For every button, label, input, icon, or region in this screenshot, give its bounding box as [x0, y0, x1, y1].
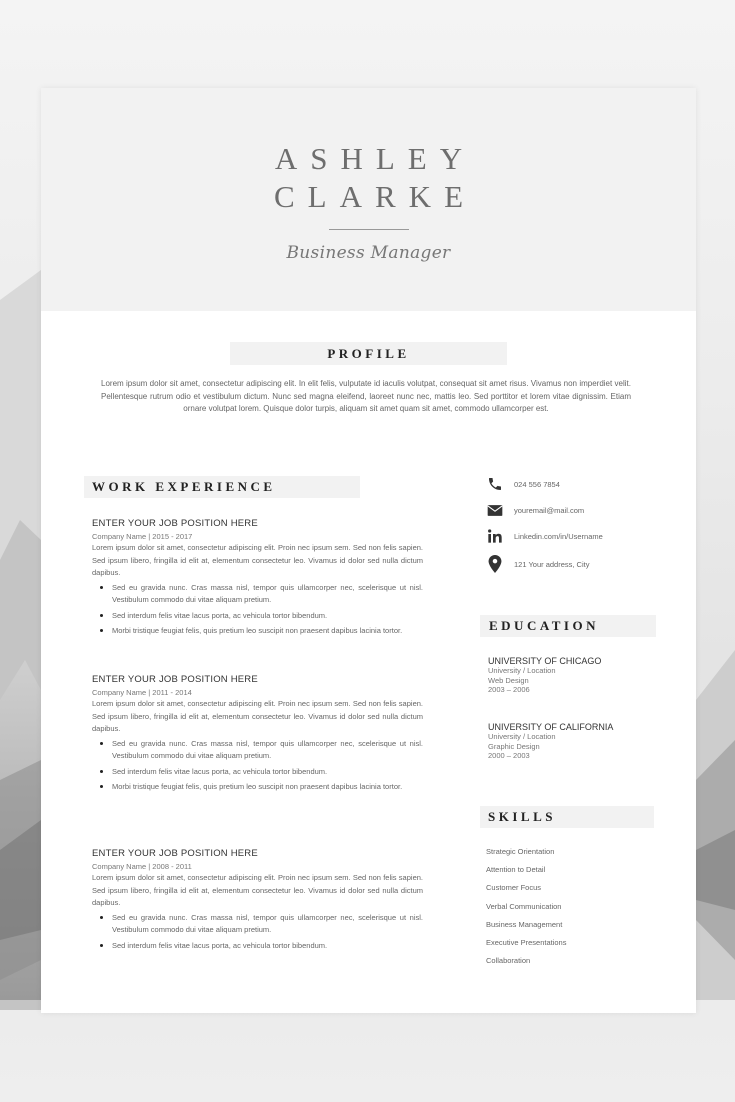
job-bullet: • Sed eu gravida nunc. Cras massa nisl, tempor quis ullamcorper nec, scelerisque ut nisl. Vestibulum commodo dui vitae aliquam pretium.: [112, 737, 423, 763]
job-entry: [92, 674, 423, 796]
job-bullet: • Sed eu gravida nunc. Cras massa nisl, tempor quis ullamcorper nec, scelerisque ut nisl. Vestibulum commodo dui vitae aliquam pretium.: [112, 581, 423, 607]
job-position: ENTER YOUR JOB POSITION HERE: [92, 848, 258, 859]
job-position: ENTER YOUR JOB POSITION HERE: [92, 518, 258, 529]
contact-address: [486, 554, 589, 574]
school-location: University / Location: [488, 732, 556, 741]
email-text: youremail@mail.com: [514, 505, 585, 515]
skill-item: Attention to Detail: [486, 865, 546, 874]
name-divider: [329, 229, 409, 230]
job-bullet: • Morbi tristique feugiat felis, quis pretium leo suscipit non praesent dapibus lacinia tortor.: [112, 780, 423, 794]
skill-item: Verbal Communication: [486, 902, 562, 911]
profile-heading: PROFILE: [230, 342, 507, 365]
resume-header: [41, 88, 696, 311]
school-field: Graphic Design: [488, 741, 540, 751]
job-bullet: • Sed interdum felis vitae lacus porta, ac vehicula tortor bibendum.: [112, 765, 423, 779]
work-experience-heading: WORK EXPERIENCE: [84, 476, 360, 498]
education-entry: [488, 722, 658, 761]
skill-item: Business Management: [486, 920, 563, 929]
first-name: ASHLEY: [274, 141, 476, 176]
linkedin-icon: [486, 527, 504, 545]
job-bullet: • Sed interdum felis vitae lacus porta, ac vehicula tortor bibendum.: [112, 939, 423, 953]
job-title: Business Manager: [286, 243, 451, 263]
job-company: Company Name | 2011 - 2014: [92, 688, 192, 697]
school-name: UNIVERSITY OF CALIFORNIA: [488, 722, 614, 732]
job-position: ENTER YOUR JOB POSITION HERE: [92, 674, 258, 685]
job-bullets: [92, 911, 423, 953]
profile-text: Lorem ipsum dolor sit amet, consectetur adipiscing elit. In elit felis, vulputate id iaculis volutpat, consequat sit amet risus. Vivamus non imperdiet velit. Pellentesque rutrum odio et vestibulum dictum. Nunc sed magna eleifend, laoreet nunc nec, mattis leo. Sed porttitor et lorem vitae dignissim. Etiam ornare volutpat lorem. Quisque dolor turpis, aliquam sit amet quam sit amet, commodo ullamcorper est.: [101, 379, 631, 413]
job-bullet: • Morbi tristique feugiat felis, quis pretium leo suscipit non praesent dapibus lacinia tortor.: [112, 624, 423, 638]
job-description: Lorem ipsum dolor sit amet, consectetur adipiscing elit. Proin nec ipsum sem. Sed non felis sapien. Sed ipsum libero, fringilla id elit at, elementum consectetur leo. Vivamus id dolor sed nulla dictum dapibus.: [92, 873, 423, 907]
school-field: Web Design: [488, 675, 529, 685]
skills-heading: SKILLS: [480, 806, 654, 828]
job-description: Lorem ipsum dolor sit amet, consectetur adipiscing elit. Proin nec ipsum sem. Sed non felis sapien. Sed ipsum libero, fringilla id elit at, elementum consectetur leo. Vivamus id dolor sed nulla dictum dapibus.: [92, 543, 423, 577]
address-text: 121 Your address, City: [514, 559, 590, 569]
job-company: Company Name | 2015 - 2017: [92, 532, 193, 541]
skill-item: Executive Presentations: [486, 938, 567, 947]
job-entry: [92, 518, 423, 640]
job-bullets: [92, 737, 423, 794]
resume-page: [41, 88, 696, 1013]
education-entry: [488, 656, 658, 695]
school-location: University / Location: [488, 666, 556, 675]
contact-email: [486, 500, 584, 520]
job-bullets: [92, 581, 423, 638]
skill-item: Collaboration: [486, 956, 531, 965]
school-years: 2000 – 2003: [488, 751, 530, 760]
job-company: Company Name | 2008 - 2011: [92, 862, 192, 871]
linkedin-text: Linkedin.com/in/Username: [514, 531, 603, 541]
job-bullet: • Sed interdum felis vitae lacus porta, ac vehicula tortor bibendum.: [112, 609, 423, 623]
contact-phone: [486, 474, 560, 494]
skill-item: Strategic Orientation: [486, 847, 555, 856]
education-heading: EDUCATION: [480, 615, 656, 637]
contact-linkedin: [486, 526, 603, 546]
school-years: 2003 – 2006: [488, 685, 530, 694]
envelope-icon: [486, 501, 504, 519]
phone-icon: [486, 475, 504, 493]
skill-item: Customer Focus: [486, 883, 542, 892]
map-pin-icon: [486, 555, 504, 573]
phone-text: 024 556 7854: [514, 479, 560, 489]
job-entry: [92, 848, 423, 954]
last-name: CLARKE: [274, 179, 476, 214]
school-name: UNIVERSITY OF CHICAGO: [488, 656, 602, 666]
job-bullet: • Sed eu gravida nunc. Cras massa nisl, tempor quis ullamcorper nec, scelerisque ut nisl. Vestibulum commodo dui vitae aliquam pretium.: [112, 911, 423, 937]
job-description: Lorem ipsum dolor sit amet, consectetur adipiscing elit. Proin nec ipsum sem. Sed non felis sapien. Sed ipsum libero, fringilla id elit at, elementum consectetur leo. Vivamus id dolor sed nulla dictum dapibus.: [92, 699, 423, 733]
